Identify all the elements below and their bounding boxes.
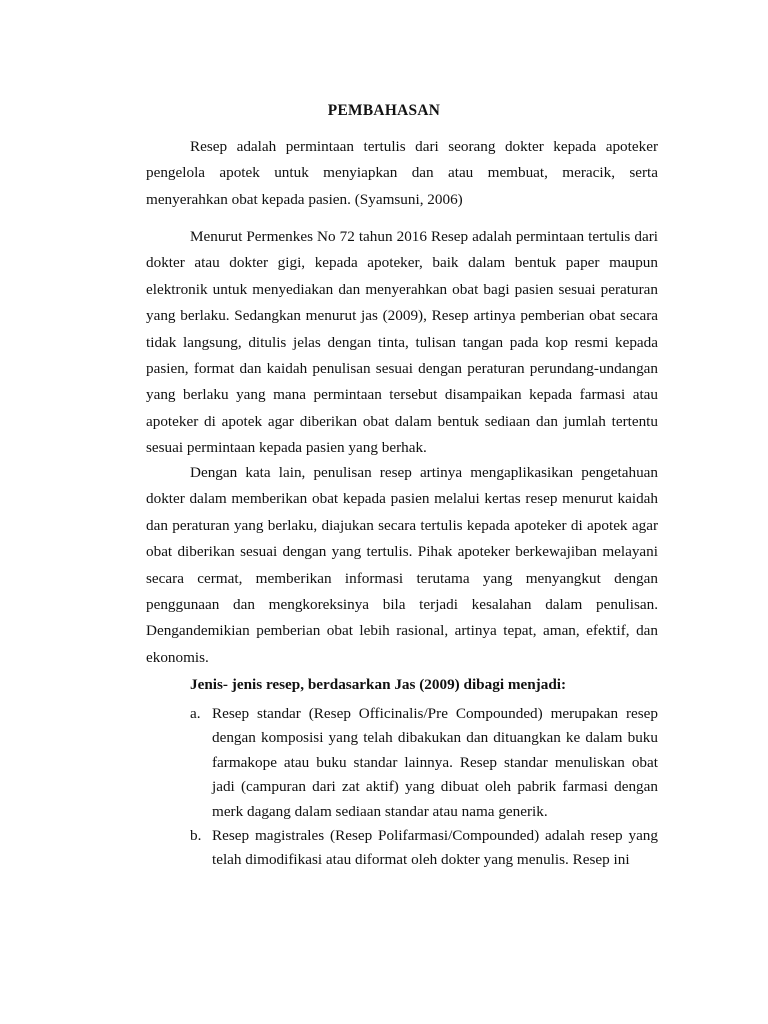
paragraph-penulisan-resep: Dengan kata lain, penulisan resep artinya mengaplikasikan pengetahuan dokter dalam memberikan obat kepada pasien melalui kertas resep menurut kaidah dan peraturan yang berlaku, diajukan secara tertulis kepada apoteker di apotek agar obat diberikan sesuai dengan yang tertulis. Pihak apoteker berkewajiban melayani secara cermat, memberikan informasi terutama yang menyangkut dengan penggunaan dan mengkoreksinya bila terjadi kesalahan dalam penulisan. Dengandemikian pemberian obat lebih rasional, artinya tepat, aman, efektif, dan ekonomis. [146,464,658,666]
list-marker: a. [190,705,201,722]
list-item-text: Resep standar (Resep Officinalis/Pre Compounded) merupakan resep dengan komposisi yang telah dibakukan dan dituangkan ke dalam buku farmakope atau buku standar lainnya. Resep standar menuliskan obat jadi (campuran dari zat aktif) yang dibuat oleh pabrik farmasi dengan merk dagang dalam sediaan standar atau nama generik. [212,705,658,820]
paragraph-permenkes: Menurut Permenkes No 72 tahun 2016 Resep adalah permintaan tertulis dari dokter atau dokter gigi, kepada apoteker, baik dalam bentuk paper maupun elektronik untuk menyediakan dan menyerahkan obat bagi pasien sesuai peraturan yang berlaku. Sedangkan menurut jas (2009), Resep artinya pemberian obat secara tidak langsung, ditulis jelas dengan tinta, tulisan tangan pada kop resmi kepada pasien, format dan kaidah penulisan sesuai dengan peraturan perundang-undangan yang berlaku yang mana permintaan tersebut disampaikan kepada farmasi atau apoteker di apotek agar diberikan obat dalam bentuk sediaan dan jumlah tertentu sesuai permintaan kepada pasien yang berhak. [146,228,658,457]
list-item [190,702,658,824]
section-subheading: Jenis- jenis resep, berdasarkan Jas (2009) dibagi menjadi: [190,676,567,693]
resep-type-list [190,702,658,873]
list-item [190,824,658,873]
page-title: PEMBAHASAN [327,102,441,119]
list-marker: b. [190,827,202,845]
list-item-text: Resep magistrales (Resep Polifarmasi/Compounded) adalah resep yang telah dimodifikasi atau diformat oleh dokter yang menulis. Resep ini [212,827,658,869]
paragraph-definition: Resep adalah permintaan tertulis dari seorang dokter kepada apoteker pengelola apotek untuk menyiapkan dan atau membuat, meracik, serta menyerahkan obat kepada pasien. (Syamsuni, 2006) [146,138,658,208]
